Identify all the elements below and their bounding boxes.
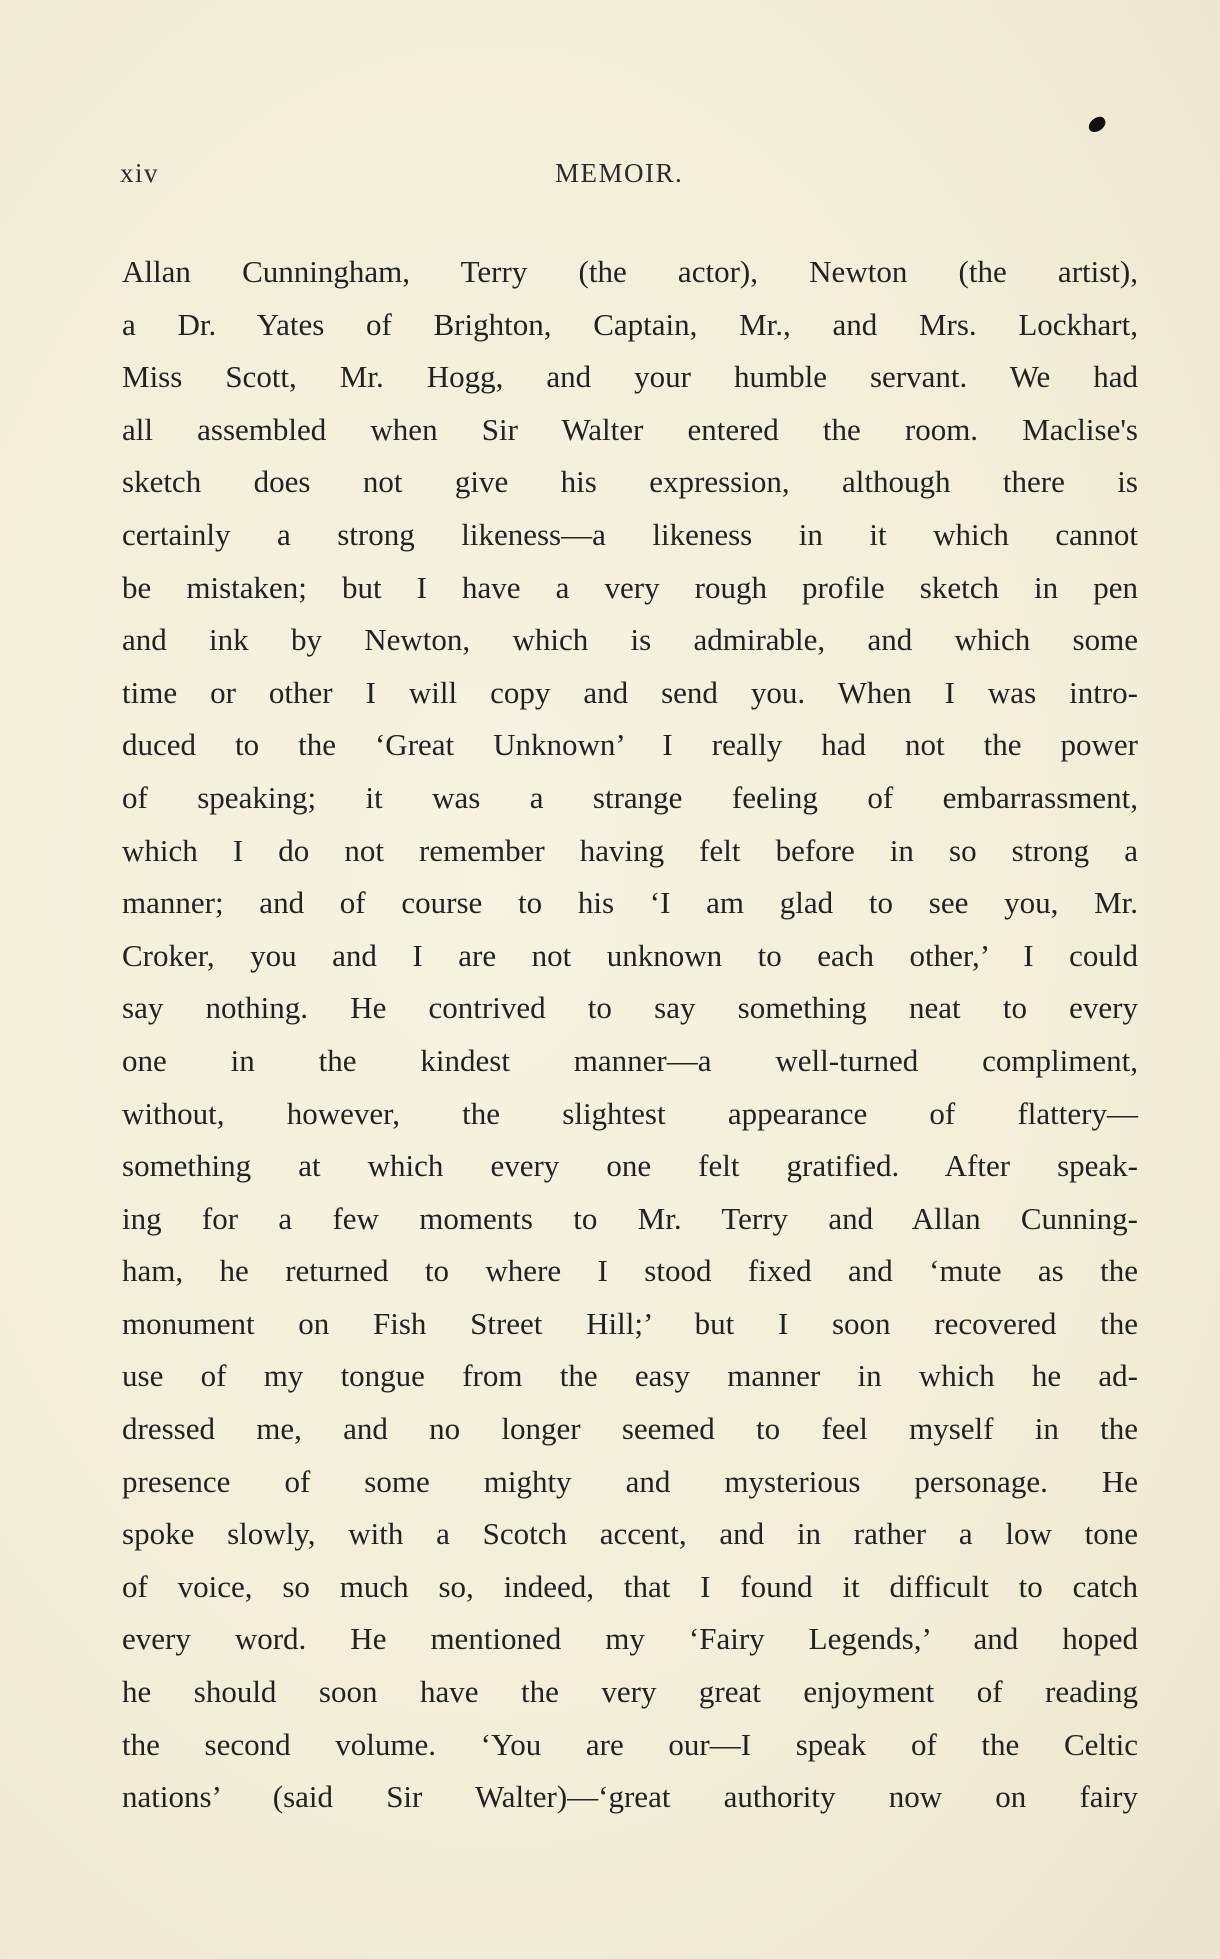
text-line: monument on Fish Street Hill;’ but I soon recovered the bbox=[122, 1305, 1138, 1341]
text-line: a Dr. Yates of Brighton, Captain, Mr., and Mrs. Lockhart, bbox=[122, 306, 1138, 342]
text-line: dressed me, and no longer seemed to feel myself in the bbox=[122, 1411, 1138, 1447]
page-number: xiv bbox=[120, 158, 160, 188]
text-line: Miss Scott, Mr. Hogg, and your humble servant. We had bbox=[122, 359, 1138, 395]
text-line: without, however, the slightest appearance of flattery— bbox=[122, 1095, 1138, 1131]
running-title: MEMOIR. bbox=[555, 158, 684, 188]
body-text bbox=[122, 246, 1138, 1824]
text-line: use of my tongue from the easy manner in which he ad- bbox=[122, 1358, 1138, 1394]
text-line: one in the kindest manner—a well-turned compliment, bbox=[122, 1042, 1138, 1078]
text-line: be mistaken; but I have a very rough profile sketch in pen bbox=[122, 569, 1138, 605]
text-line: say nothing. He contrived to say something neat to every bbox=[122, 990, 1138, 1026]
text-line: manner; and of course to his ‘I am glad to see you, Mr. bbox=[122, 885, 1138, 921]
text-line: something at which every one felt gratified. After speak- bbox=[122, 1148, 1138, 1184]
text-line: every word. He mentioned my ‘Fairy Legends,’ and hoped bbox=[122, 1621, 1138, 1657]
text-line: nations’ (said Sir Walter)—‘great authority now on fairy bbox=[122, 1779, 1138, 1815]
text-line: sketch does not give his expression, although there is bbox=[122, 464, 1138, 500]
text-line: certainly a strong likeness—a likeness in it which cannot bbox=[122, 516, 1138, 552]
text-line: Croker, you and I are not unknown to each other,’ I could bbox=[122, 937, 1138, 973]
text-line: the second volume. ‘You are our—I speak of the Celtic bbox=[122, 1726, 1138, 1762]
text-line: ing for a few moments to Mr. Terry and Allan Cunning- bbox=[122, 1200, 1138, 1236]
text-line: time or other I will copy and send you. When I was intro- bbox=[122, 674, 1138, 710]
text-line: presence of some mighty and mysterious personage. He bbox=[122, 1463, 1138, 1499]
text-line: spoke slowly, with a Scotch accent, and in rather a low tone bbox=[122, 1516, 1138, 1552]
ink-blot-mark bbox=[1086, 115, 1108, 135]
text-line: he should soon have the very great enjoyment of reading bbox=[122, 1674, 1138, 1710]
text-line: which I do not remember having felt before in so strong a bbox=[122, 832, 1138, 868]
text-line: ham, he returned to where I stood fixed and ‘mute as the bbox=[122, 1253, 1138, 1289]
text-line: duced to the ‘Great Unknown’ I really had not the power bbox=[122, 727, 1138, 763]
text-line: of speaking; it was a strange feeling of embarrassment, bbox=[122, 779, 1138, 815]
text-line: Allan Cunningham, Terry (the actor), Newton (the artist), bbox=[122, 254, 1138, 289]
text-line: and ink by Newton, which is admirable, and which some bbox=[122, 622, 1138, 658]
text-line: all assembled when Sir Walter entered the room. Maclise's bbox=[122, 411, 1138, 447]
text-line: of voice, so much so, indeed, that I found it difficult to catch bbox=[122, 1568, 1138, 1604]
running-head bbox=[120, 158, 1120, 198]
